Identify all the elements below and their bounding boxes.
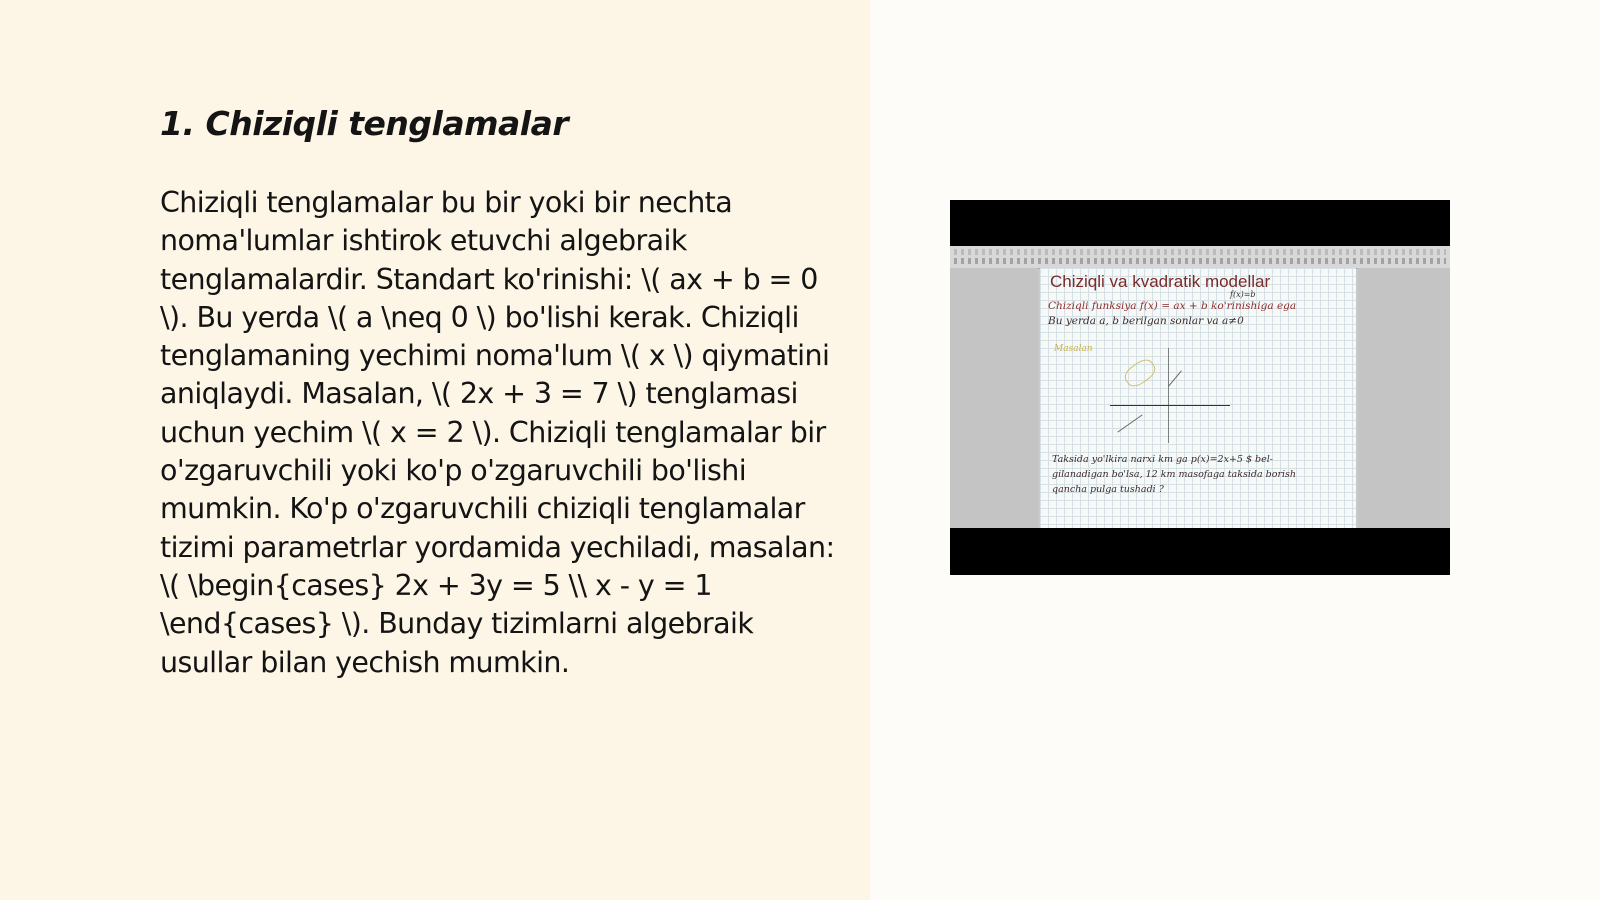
video-player[interactable] <box>950 200 1450 575</box>
handwritten-label: Masalan <box>1054 344 1093 354</box>
handwritten-line: qancha pulga tushadi ? <box>1052 484 1164 495</box>
graph-line <box>1117 414 1142 432</box>
whiteboard-title: Chiziqli va kvadratik modellar <box>1050 272 1271 291</box>
whiteboard-paper <box>1040 268 1356 528</box>
slide-title: 1. Chiziqli tenglamalar <box>160 104 569 143</box>
slide-body-text: Chiziqli tenglamalar bu bir yoki bir nechta noma'lumlar ishtirok etuvchi algebraik tenglamalardir. Standart ko'rinishi: \( ax + b = 0 \). Bu yerda \( a \neq 0 \) bo'lishi kerak. Chiziqli tenglamaning yechimi noma'lum \( x \) qiymatini aniqlaydi. Masalan, \( 2x + 3 = 7 \) tenglamasi uchun yechim \( x = 2 \). Chiziqli tenglamalar bir o'zgaruvchili yoki ko'p o'zgaruvchili bo'lishi mumkin. Ko'p o'zgaruvchili chiziqli tenglamalar tizimi parametrlar yordamida yechiladi, masalan: \( \begin{cases} 2x + 3y = 5 \\ x - y = 1 \end{cases} \). Bunday tizimlarni algebraik usullar bilan yechish mumkin. <box>160 186 835 679</box>
handwritten-line: Bu yerda a, b berilgan sonlar va a≠0 <box>1048 315 1244 327</box>
graph-scribble <box>1121 356 1159 391</box>
handwritten-line: Taksida yo'lkira narxi km ga p(x)=2x+5 $ bel- <box>1052 454 1273 465</box>
video-left-margin <box>950 268 1038 528</box>
graph-y-axis <box>1168 348 1169 443</box>
toolbar-icons-row <box>954 258 1446 264</box>
video-frame-screenshot <box>950 246 1450 528</box>
video-app-toolbar <box>950 246 1450 269</box>
toolbar-icons-row <box>954 249 1446 255</box>
handwritten-line: gilanadigan bo'lsa, 12 km masofaga taksida borish <box>1052 469 1297 480</box>
handwritten-note: f(x)=b <box>1230 290 1256 299</box>
video-right-margin <box>1358 268 1450 528</box>
handwritten-line: Chiziqli funksiya f(x) = ax + b ko'rinishiga ega <box>1048 300 1297 312</box>
graph-line <box>1168 371 1182 387</box>
graph-x-axis <box>1110 405 1230 406</box>
